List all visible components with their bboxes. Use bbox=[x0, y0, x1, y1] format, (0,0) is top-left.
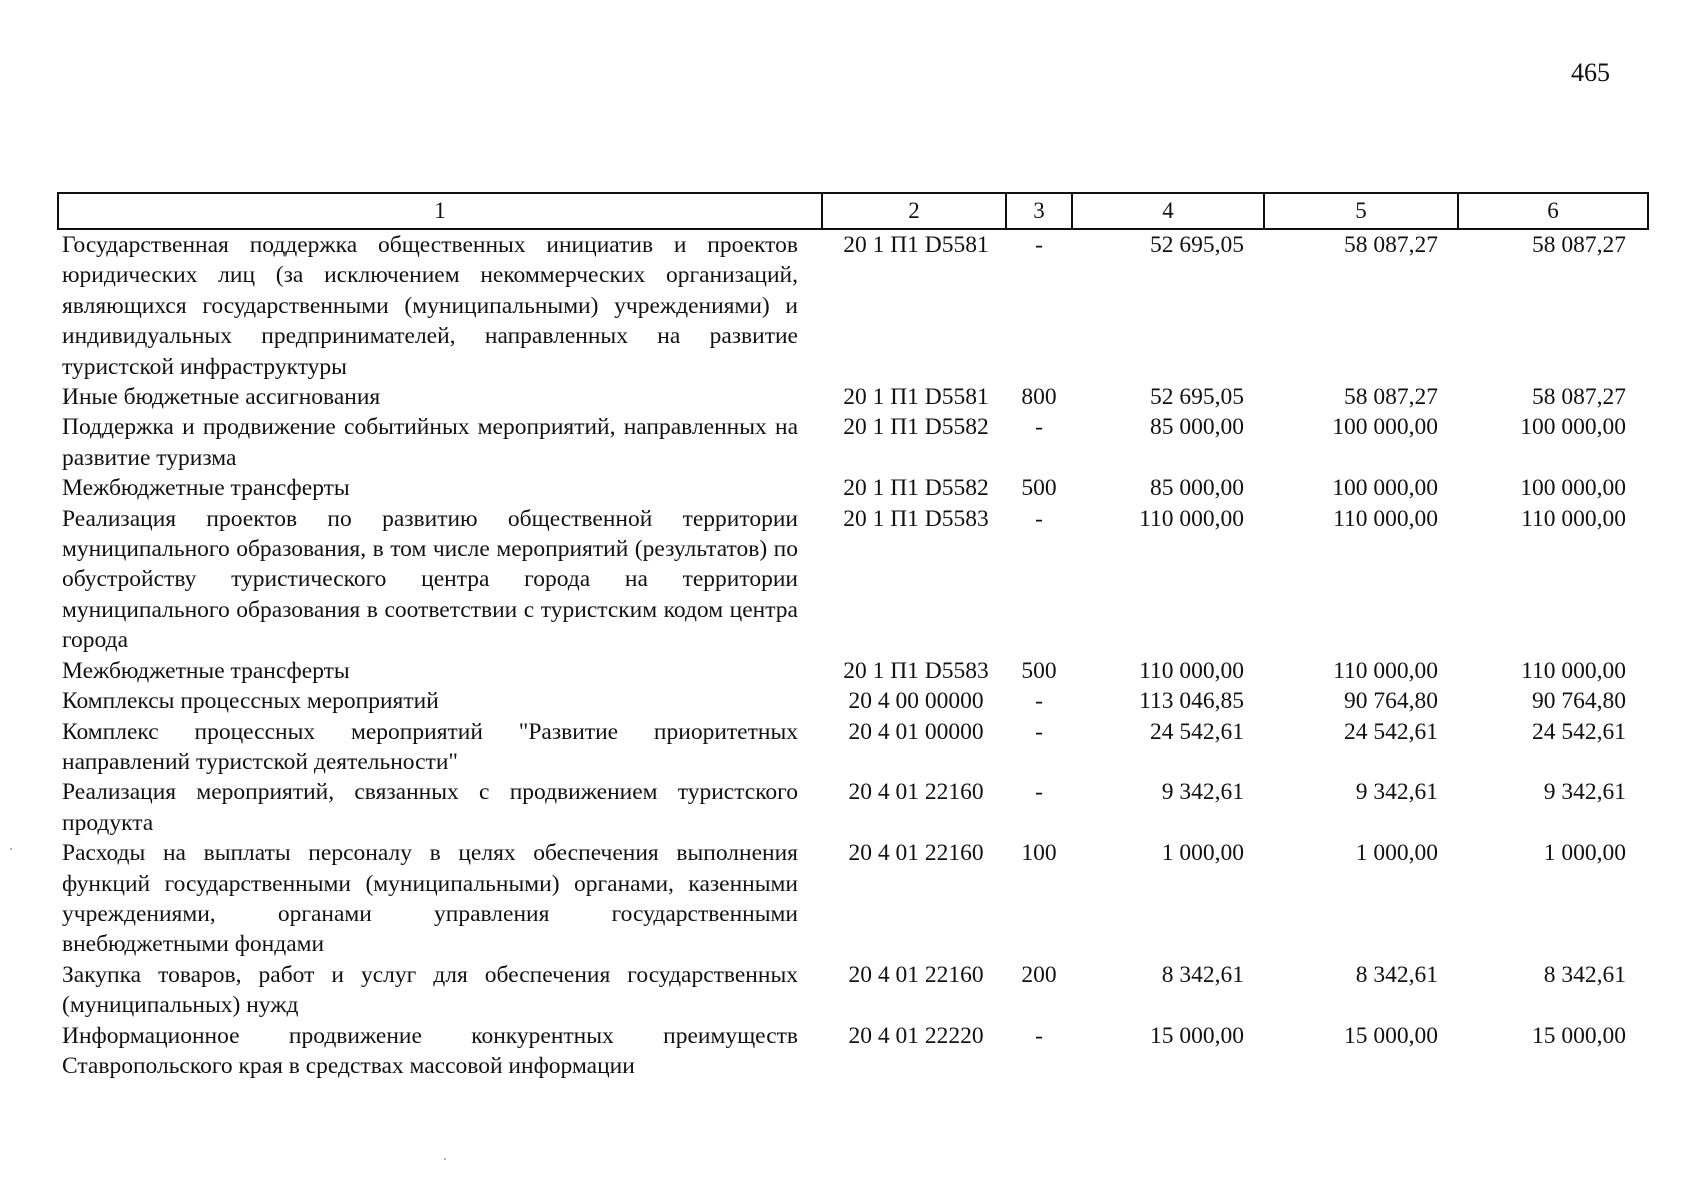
row-expense-type: - bbox=[1035, 779, 1043, 806]
row-name: Комплексы процессных мероприятий bbox=[62, 688, 439, 715]
row-value-col4: 9 342,61 bbox=[1161, 779, 1244, 806]
row-value-col5: 8 342,61 bbox=[1355, 961, 1438, 988]
row-code: 20 4 01 22160 bbox=[848, 779, 984, 806]
row-expense-type: - bbox=[1035, 232, 1043, 258]
row-value-col5: 24 542,61 bbox=[1344, 718, 1438, 745]
row-code: 20 4 01 22160 bbox=[848, 961, 984, 988]
row-value-col6: 110 000,00 bbox=[1521, 657, 1626, 684]
header-col-2: 2 bbox=[822, 193, 1006, 229]
table-row bbox=[58, 382, 1648, 412]
row-value-col4: 110 000,00 bbox=[1139, 657, 1244, 684]
table-row bbox=[58, 686, 1648, 716]
row-code: 20 1 П1 D5581 bbox=[843, 232, 989, 258]
row-value-col6: 58 087,27 bbox=[1532, 232, 1626, 258]
row-name: Государственная поддержка общественных инициатив и проектов юридических лиц (за исключением некоммерческих организаций, являющихся государственными (муниципальными) учреждениями) и индивидуальных предпринимателей, направленных на развитие туристской инфраструктуры bbox=[62, 232, 798, 380]
row-expense-type: 200 bbox=[1021, 961, 1057, 988]
row-value-col6: 24 542,61 bbox=[1532, 718, 1626, 745]
table-row bbox=[58, 1021, 1648, 1082]
row-expense-type: - bbox=[1035, 688, 1043, 715]
table-row bbox=[58, 717, 1648, 778]
row-code: 20 1 П1 D5583 bbox=[843, 657, 989, 684]
scan-speck bbox=[10, 848, 12, 850]
row-expense-type: - bbox=[1035, 505, 1043, 532]
row-code: 20 1 П1 D5582 bbox=[843, 475, 989, 502]
row-value-col6: 90 764,80 bbox=[1532, 688, 1626, 715]
row-value-col5: 58 087,27 bbox=[1344, 384, 1438, 411]
table-row bbox=[58, 473, 1648, 503]
row-code: 20 1 П1 D5581 bbox=[843, 384, 989, 411]
row-value-col5: 90 764,80 bbox=[1344, 688, 1438, 715]
row-expense-type: 500 bbox=[1021, 657, 1057, 684]
row-value-col5: 100 000,00 bbox=[1332, 475, 1438, 502]
row-value-col5: 58 087,27 bbox=[1344, 232, 1438, 258]
header-col-1: 1 bbox=[58, 193, 822, 229]
row-value-col4: 24 542,61 bbox=[1150, 718, 1244, 745]
row-name: Комплекс процессных мероприятий "Развитие приоритетных направлений туристской деятельности" bbox=[62, 718, 798, 775]
row-name: Межбюджетные трансферты bbox=[62, 657, 350, 684]
row-value-col5: 9 342,61 bbox=[1355, 779, 1438, 806]
row-value-col5: 1 000,00 bbox=[1355, 840, 1438, 867]
row-value-col5: 110 000,00 bbox=[1333, 505, 1438, 532]
row-expense-type: 800 bbox=[1021, 384, 1057, 411]
table-row bbox=[58, 838, 1648, 960]
page-number: 465 bbox=[1571, 58, 1610, 87]
row-name: Закупка товаров, работ и услуг для обеспечения государственных (муниципальных) нужд bbox=[62, 961, 798, 1019]
header-col-3: 3 bbox=[1006, 193, 1072, 229]
row-value-col4: 110 000,00 bbox=[1139, 505, 1244, 532]
budget-table bbox=[57, 192, 1649, 1081]
header-col-6: 6 bbox=[1458, 193, 1648, 229]
row-value-col4: 52 695,05 bbox=[1150, 384, 1244, 411]
row-name: Поддержка и продвижение событийных мероприятий, направленных на развитие туризма bbox=[62, 414, 798, 471]
row-value-col4: 1 000,00 bbox=[1161, 840, 1244, 867]
table-row bbox=[58, 229, 1648, 382]
row-value-col5: 100 000,00 bbox=[1332, 414, 1438, 441]
scan-speck bbox=[444, 1158, 446, 1160]
row-name: Реализация проектов по развитию общественной территории муниципального образования, в том числе мероприятий (результатов) по обустройству туристического центра города на территории муниципального образования в соответствии с туристским кодом центра города bbox=[62, 505, 798, 654]
row-name: Реализация мероприятий, связанных с продвижением туристского продукта bbox=[62, 779, 798, 836]
row-code: 20 1 П1 D5582 bbox=[843, 414, 989, 441]
row-value-col6: 110 000,00 bbox=[1521, 505, 1626, 532]
table-row bbox=[58, 960, 1648, 1021]
row-value-col5: 15 000,00 bbox=[1344, 1022, 1438, 1049]
row-expense-type: - bbox=[1035, 1022, 1043, 1049]
row-value-col6: 9 342,61 bbox=[1543, 779, 1626, 806]
row-name: Расходы на выплаты персоналу в целях обеспечения выполнения функций государственными (муниципальными) органами, казенными учреждениями, органами управления государственными внебюджетными фондами bbox=[62, 840, 798, 958]
row-value-col6: 15 000,00 bbox=[1532, 1022, 1626, 1049]
row-value-col6: 58 087,27 bbox=[1532, 384, 1626, 411]
table-row bbox=[58, 777, 1648, 838]
row-code: 20 4 01 00000 bbox=[848, 718, 984, 745]
row-value-col4: 15 000,00 bbox=[1150, 1022, 1244, 1049]
row-value-col4: 85 000,00 bbox=[1150, 475, 1244, 502]
row-value-col6: 1 000,00 bbox=[1543, 840, 1626, 867]
row-value-col4: 52 695,05 bbox=[1150, 232, 1244, 258]
row-value-col6: 100 000,00 bbox=[1520, 475, 1626, 502]
row-name: Информационное продвижение конкурентных преимуществ Ставропольского края в средствах массовой информации bbox=[62, 1022, 798, 1079]
row-name: Иные бюджетные ассигнования bbox=[62, 384, 381, 411]
row-expense-type: 100 bbox=[1021, 840, 1057, 867]
row-value-col4: 85 000,00 bbox=[1150, 414, 1244, 441]
header-row bbox=[58, 193, 1648, 229]
header-col-5: 5 bbox=[1264, 193, 1458, 229]
row-code: 20 1 П1 D5583 bbox=[843, 505, 989, 532]
row-value-col6: 100 000,00 bbox=[1520, 414, 1626, 441]
row-expense-type: - bbox=[1035, 718, 1043, 745]
table-row bbox=[58, 412, 1648, 473]
row-code: 20 4 01 22220 bbox=[848, 1022, 984, 1049]
row-expense-type: - bbox=[1035, 414, 1043, 441]
row-name: Межбюджетные трансферты bbox=[62, 475, 350, 502]
header-col-4: 4 bbox=[1072, 193, 1264, 229]
row-value-col4: 113 046,85 bbox=[1139, 688, 1244, 715]
table-row bbox=[58, 504, 1648, 656]
row-value-col6: 8 342,61 bbox=[1543, 961, 1626, 988]
table-row bbox=[58, 656, 1648, 686]
row-expense-type: 500 bbox=[1021, 475, 1057, 502]
row-code: 20 4 01 22160 bbox=[848, 840, 984, 867]
row-value-col4: 8 342,61 bbox=[1161, 961, 1244, 988]
row-value-col5: 110 000,00 bbox=[1333, 657, 1438, 684]
row-code: 20 4 00 00000 bbox=[848, 688, 984, 715]
